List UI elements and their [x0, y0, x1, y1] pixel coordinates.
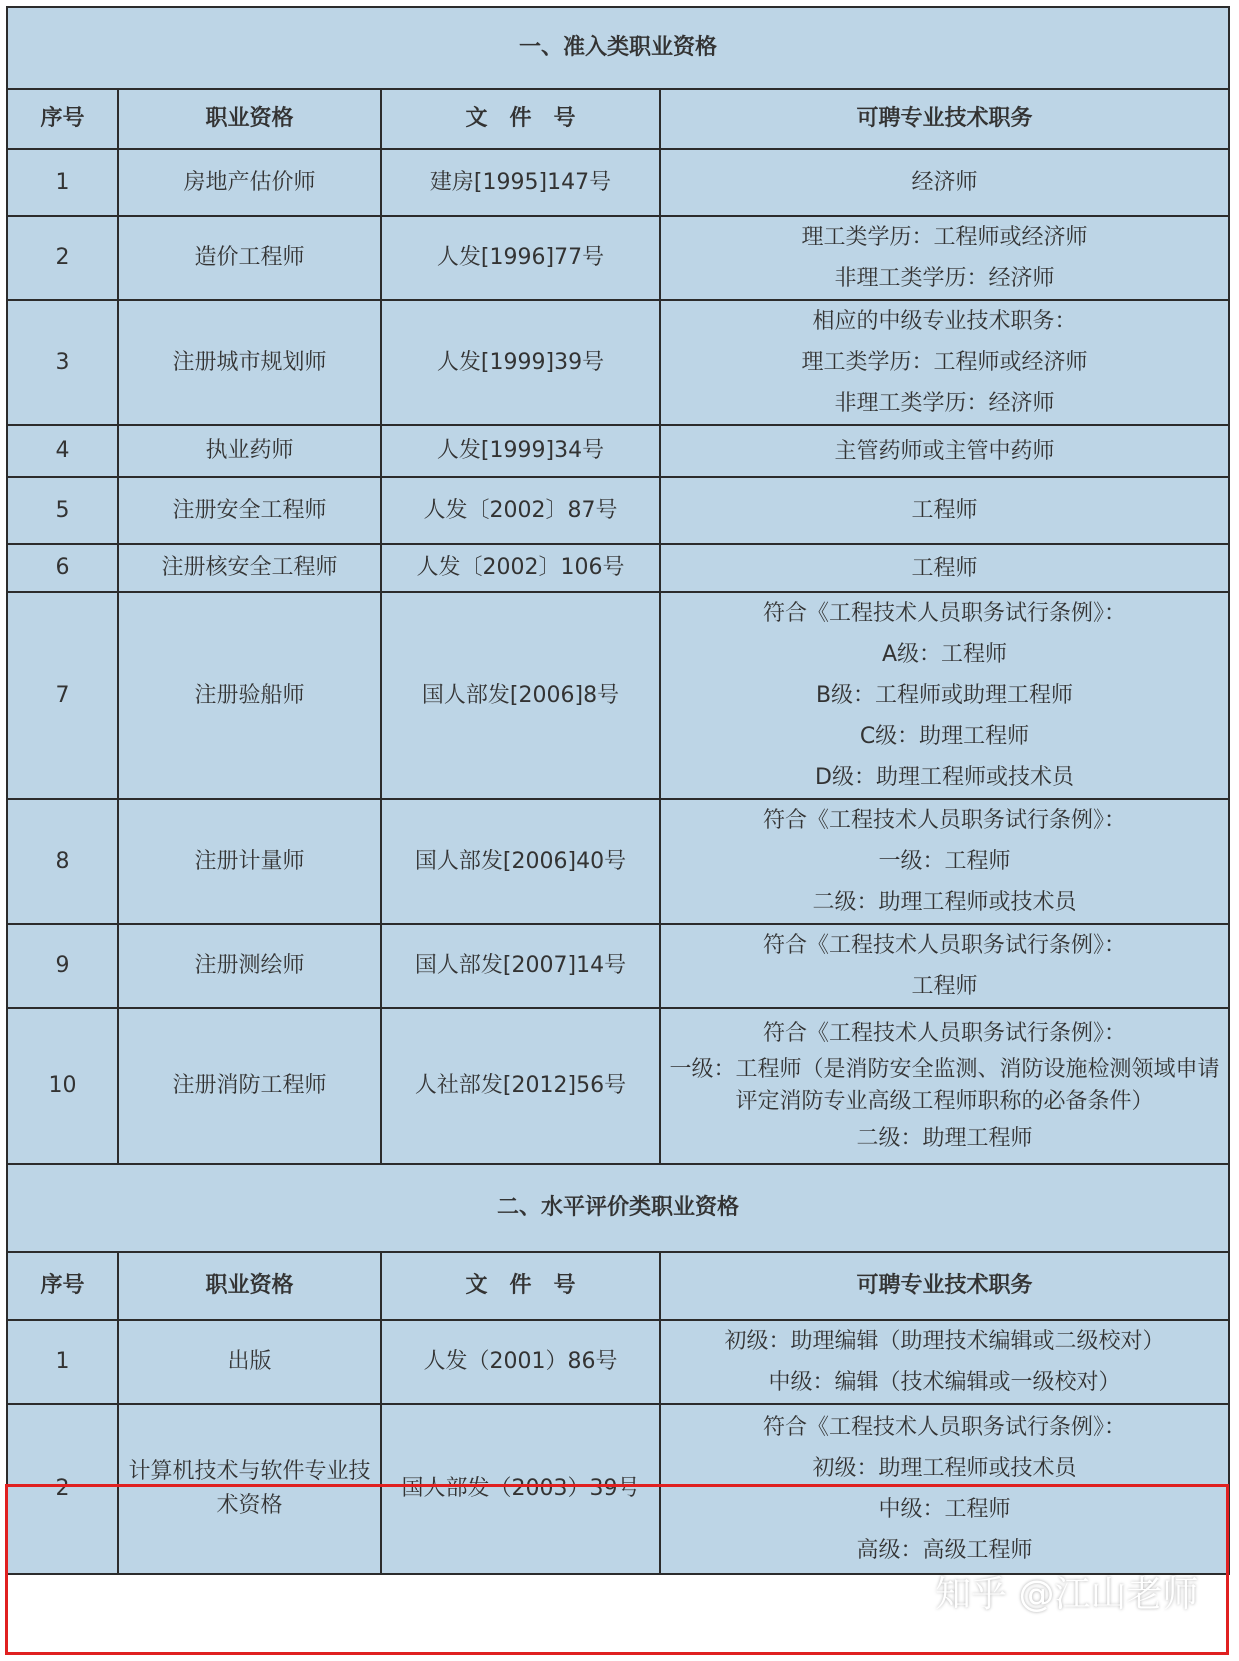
table-row: [7, 1320, 1229, 1404]
position-line: 初级：助理工程师或技术员: [812, 1456, 1077, 1481]
table-row: [7, 216, 1229, 300]
document-number: 人发〔2002〕106号: [381, 544, 660, 592]
position-line: 符合《工程技术人员职务试行条例》：: [763, 1415, 1127, 1440]
eligible-positions: [660, 1404, 1229, 1574]
col-header-document: 文 件 号: [381, 89, 660, 149]
document-number: 人发[1999]34号: [381, 425, 660, 477]
col-header-qualification: 职业资格: [118, 1252, 381, 1320]
position-line: 符合《工程技术人员职务试行条例》：: [763, 933, 1127, 958]
qualification-name: 注册测绘师: [118, 924, 381, 1008]
table-row: [7, 1008, 1229, 1164]
position-line: 二级：助理工程师或技术员: [812, 890, 1077, 915]
position-line: 非理工类学历：经济师: [834, 266, 1055, 291]
position-line: 符合《工程技术人员职务试行条例》：: [763, 601, 1127, 626]
position-line: 经济师: [911, 170, 978, 195]
position-line: 符合《工程技术人员职务试行条例》：: [763, 1021, 1127, 1046]
position-line: A级：工程师: [881, 642, 1008, 667]
position-line: 符合《工程技术人员职务试行条例》：: [763, 808, 1127, 833]
document-number: 人发〔2002〕87号: [381, 477, 660, 544]
col-header-qualification: 职业资格: [118, 89, 381, 149]
watermark: 知乎 @江山老师: [935, 1574, 1199, 1615]
document-number: 人发[1996]77号: [381, 216, 660, 300]
document-number: 国人部发[2007]14号: [381, 924, 660, 1008]
row-number: 5: [7, 477, 118, 544]
document-number: 人发（2001）86号: [381, 1320, 660, 1404]
position-line: 理工类学历：工程师或经济师: [801, 350, 1088, 375]
qualification-name: 注册核安全工程师: [118, 544, 381, 592]
table-row: [7, 149, 1229, 216]
col-header-jobs: 可聘专业技术职务: [660, 1252, 1229, 1320]
document-number: 人发[1999]39号: [381, 300, 660, 425]
row-number: 8: [7, 799, 118, 924]
qualification-name: 造价工程师: [118, 216, 381, 300]
document-number: 人社部发[2012]56号: [381, 1008, 660, 1164]
position-line: 理工类学历：工程师或经济师: [801, 225, 1088, 250]
col-header-jobs: 可聘专业技术职务: [660, 89, 1229, 149]
row-number: 6: [7, 544, 118, 592]
position-line: 二级：助理工程师: [856, 1126, 1033, 1151]
position-line: 非理工类学历：经济师: [834, 391, 1055, 416]
position-line: 一级：工程师（是消防安全监测、消防设施检测领域申请评定消防专业高级工程师职称的必备条件）: [669, 1057, 1220, 1114]
position-line: 工程师: [911, 498, 978, 523]
position-line: D级：助理工程师或技术员: [815, 765, 1074, 790]
eligible-positions: [660, 1008, 1229, 1164]
header-row: [7, 89, 1229, 149]
table-row: [7, 300, 1229, 425]
position-line: 中级：工程师: [878, 1497, 1011, 1522]
col-header-no: 序号: [7, 89, 118, 149]
row-number: 7: [7, 592, 118, 799]
table-row: [7, 924, 1229, 1008]
eligible-positions: [660, 425, 1229, 477]
qualification-name: 注册安全工程师: [118, 477, 381, 544]
eligible-positions: [660, 149, 1229, 216]
header-row: [7, 1252, 1229, 1320]
table-row: [7, 425, 1229, 477]
row-number: 2: [7, 1404, 118, 1574]
row-number: 2: [7, 216, 118, 300]
section-title-row: [7, 1164, 1229, 1252]
row-number: 3: [7, 300, 118, 425]
qualification-table: [6, 6, 1230, 1575]
position-line: 中级：编辑（技术编辑或一级校对）: [768, 1370, 1121, 1395]
section-title: 二、水平评价类职业资格: [7, 1164, 1229, 1252]
qualification-name: 注册计量师: [118, 799, 381, 924]
eligible-positions: [660, 300, 1229, 425]
position-line: 初级：助理编辑（助理技术编辑或二级校对）: [724, 1329, 1165, 1354]
eligible-positions: [660, 799, 1229, 924]
table-row: [7, 477, 1229, 544]
document-number: 国人部发[2006]40号: [381, 799, 660, 924]
position-line: 工程师: [911, 974, 978, 999]
row-number: 4: [7, 425, 118, 477]
qualification-name: 注册城市规划师: [118, 300, 381, 425]
qualification-name: 出版: [118, 1320, 381, 1404]
col-header-no: 序号: [7, 1252, 118, 1320]
eligible-positions: [660, 1320, 1229, 1404]
eligible-positions: [660, 592, 1229, 799]
eligible-positions: [660, 477, 1229, 544]
qualification-name: 注册验船师: [118, 592, 381, 799]
document-number: 国人部发（2003）39号: [381, 1404, 660, 1574]
section-title-row: [7, 7, 1229, 89]
row-number: 10: [7, 1008, 118, 1164]
qualification-name: 执业药师: [118, 425, 381, 477]
position-line: C级：助理工程师: [859, 724, 1030, 749]
position-line: 工程师: [911, 555, 978, 581]
position-line: B级：工程师或助理工程师: [815, 683, 1074, 708]
document-number: 建房[1995]147号: [381, 149, 660, 216]
position-line: 一级：工程师: [878, 849, 1011, 874]
section-title: 一、准入类职业资格: [7, 7, 1229, 89]
eligible-positions: [660, 544, 1229, 592]
qualification-name: 房地产估价师: [118, 149, 381, 216]
eligible-positions: [660, 924, 1229, 1008]
table-row: [7, 592, 1229, 799]
position-line: 主管药师或主管中药师: [834, 438, 1055, 464]
eligible-positions: [660, 216, 1229, 300]
table-row: [7, 799, 1229, 924]
qualification-name: 注册消防工程师: [118, 1008, 381, 1164]
row-number: 1: [7, 149, 118, 216]
position-line: 相应的中级专业技术职务：: [812, 309, 1077, 334]
position-line: 高级：高级工程师: [856, 1538, 1033, 1563]
qualification-name: 计算机技术与软件专业技术资格: [118, 1404, 381, 1574]
col-header-document: 文 件 号: [381, 1252, 660, 1320]
table-row: [7, 1404, 1229, 1574]
document-number: 国人部发[2006]8号: [381, 592, 660, 799]
row-number: 1: [7, 1320, 118, 1404]
row-number: 9: [7, 924, 118, 1008]
table-row: [7, 544, 1229, 592]
